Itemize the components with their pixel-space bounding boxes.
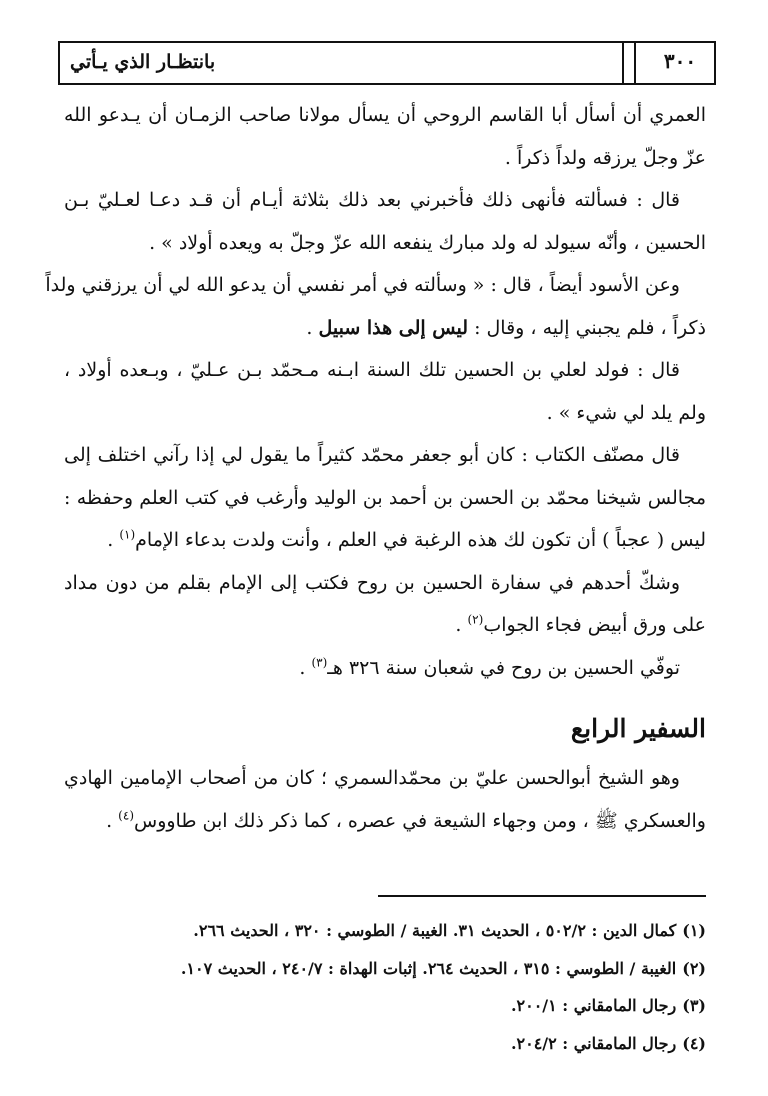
- footnote: [64, 1025, 706, 1063]
- paragraph: [64, 562, 706, 647]
- paragraph: [64, 647, 706, 690]
- text: ليس ( عجباً ) أن تكون لك هذه الرغبة في العلم ، وأنت ولدت بدعاء الإمام: [135, 529, 706, 551]
- text-line: قال : فسألته فأنهى ذلك فأخبرني بعد ذلك بثلاثة أيـام أن قـد دعـا لعـليّ بـن: [64, 189, 680, 211]
- text: على ورق أبيض فجاء الجواب: [483, 614, 706, 636]
- bold-quote: ليس إلى هذا سبيل: [318, 316, 469, 339]
- paragraph: [64, 349, 706, 434]
- text-line: ولم يلد لي شيء » .: [546, 401, 706, 424]
- footnote-text: كمال الدين : ٥٠٢/٢ ، الحديث ٣١. الغيبة / الطوسي : ٣٢٠ ، الحديث ٢٦٦.: [193, 921, 677, 940]
- punct: .: [299, 656, 312, 679]
- footnote-mark: (٤): [682, 1033, 706, 1053]
- paragraph: [64, 179, 706, 264]
- text-line: وهو الشيخ أبوالحسن عليّ بن محمّدالسمري ؛ كان من أصحاب الإمامين الهادي: [64, 767, 680, 789]
- footnote-mark: (١): [682, 921, 706, 940]
- text-line: [64, 307, 706, 350]
- punct: .: [306, 316, 319, 339]
- text: ذكراً ، فلم يجبني إليه ، وقال :: [474, 316, 706, 339]
- text-line: الحسين ، وأنّه سيولد له ولد مبارك ينفعه الله عزّ وجلّ به ويعده أولاد » .: [149, 231, 706, 254]
- footnote-mark: (٣): [682, 996, 706, 1015]
- running-title: بانتظـار الذي يـأتي: [70, 51, 216, 73]
- punct: .: [106, 809, 119, 832]
- footnote-mark: (٢): [682, 958, 706, 978]
- footnote: [64, 950, 706, 988]
- footnotes: [64, 912, 706, 1062]
- footnote-text: الغيبة / الطوسي : ٣١٥ ، الحديث ٢٦٤. إثبات الهداة : ٢٤٠/٧ ، الحديث ١٠٧.: [180, 958, 677, 978]
- text: والعسكري ﷺ ، ومن وجهاء الشيعة في عصره ، كما ذكر ذلك ابن طاووس: [134, 809, 706, 832]
- paragraph: [64, 434, 706, 562]
- footnote-text: رجال المامقاني : ٢٠٤/٢.: [510, 1033, 677, 1053]
- text-line: مجالس شيخنا محمّد بن الحسن بن أحمد بن الوليد وأرغب في كتب العلم وحفظه :: [64, 486, 706, 509]
- text-line: [64, 604, 706, 647]
- footnote-ref[interactable]: (١): [119, 527, 136, 542]
- footnote-text: رجال المامقاني : ٢٠٠/١.: [510, 996, 677, 1015]
- text-line: العمري أن أسأل أبا القاسم الروحي أن يسأل مولانا صاحب الزمـان أن يـدعو الله: [64, 104, 706, 126]
- footnote-ref[interactable]: (٢): [467, 612, 484, 627]
- text-line: [64, 800, 706, 843]
- footnote: [64, 987, 706, 1025]
- footnote-ref[interactable]: (٤): [118, 808, 134, 823]
- text-line: [64, 519, 706, 562]
- header-divider: [622, 41, 636, 85]
- text-line: قال مصنّف الكتاب : كان أبو جعفر محمّد كثيراً ما يقول لي إذا رآني اختلف إلى: [64, 444, 680, 466]
- paragraph: [64, 757, 706, 842]
- running-header: [58, 41, 716, 85]
- page-number: ٣٠٠: [663, 49, 697, 73]
- footnote-ref[interactable]: (٣): [311, 655, 328, 670]
- body-text: [45, 94, 706, 842]
- text-line: قال : فولد لعلي بن الحسين تلك السنة ابـنه مـحمّد بـن عـليّ ، وبـعده أولاد ،: [64, 359, 680, 381]
- footnote: [64, 912, 706, 950]
- paragraph: [64, 94, 706, 179]
- paragraph: [45, 264, 706, 349]
- text: توفّي الحسين بن روح في شعبان سنة ٣٢٦ هـ: [327, 656, 680, 679]
- text-line: وشكّ أحدهم في سفارة الحسين بن روح فكتب إلى الإمام بقلم من دون مداد: [64, 571, 680, 594]
- text-line: عزّ وجلّ يرزقه ولداً ذكراً .: [504, 146, 706, 169]
- text-line: [64, 647, 706, 690]
- footnote-separator: [378, 895, 706, 897]
- text-line: وعن الأسود أيضاً ، قال : « وسألته في أمر نفسي أن يدعو الله لي أن يرزقني ولداً: [45, 274, 680, 296]
- punct: .: [107, 529, 120, 551]
- section-heading: السفير الرابع: [570, 714, 706, 743]
- punct: .: [455, 614, 468, 636]
